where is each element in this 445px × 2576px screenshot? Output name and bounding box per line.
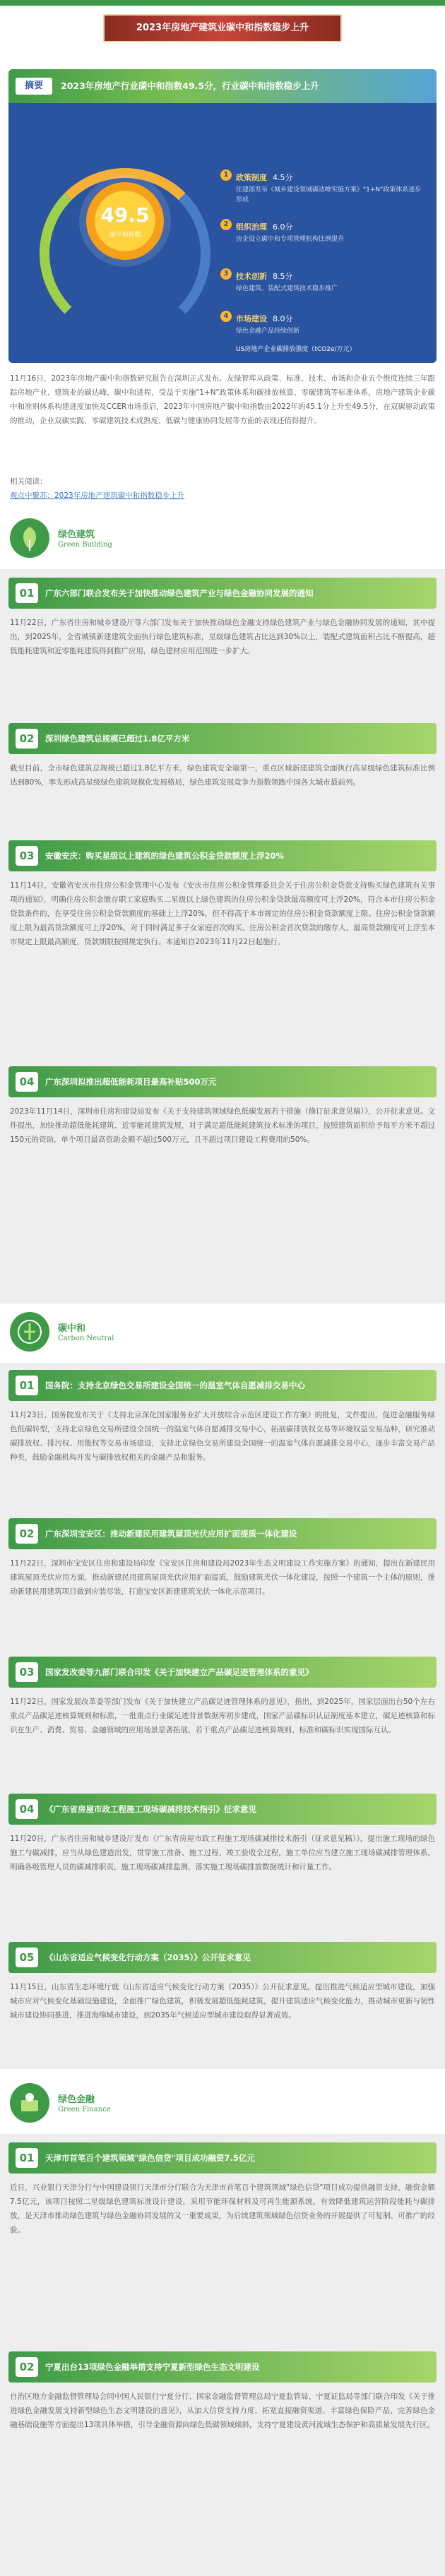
green-building-logo-icon — [10, 518, 49, 558]
index-label: 碳中和指数 — [109, 232, 141, 239]
news-title: 广东深圳拟推出超低能耗项目最高补贴500万元 — [45, 1077, 217, 1087]
metric-label: 技术创新 — [236, 272, 267, 281]
news-title: 国家发改委等九部门联合印发《关于加快建立产品碳足迹管理体系的意见》 — [45, 1667, 314, 1677]
summary-badge: 摘要 — [16, 78, 52, 95]
metric-value: 4.5分 — [273, 173, 293, 182]
news-body: 11月15日，山东省生态环境厅就《山东省适应气候变化行动方案（2035）》公开征求意见。提出推进气候适应型城市建设，加强城市应对气候变化基础设施建设，全面推广绿色建筑，积极发展超低能耗建筑，提升建筑适应气候变化能力，推动城市更新与韧性城市建设协同推进，推进海绵城市建设，到2035年气候适应型城市建设取得显著成效。 — [10, 1983, 435, 2020]
index-value: 49.5 — [100, 203, 150, 227]
news-header — [8, 1657, 437, 1688]
news-number: 02 — [16, 729, 38, 749]
metric-desc: 绿色建筑、装配式建筑技术稳步推广 — [236, 285, 338, 292]
news-title: 广东深圳宝安区：推动新建民用建筑屋顶光伏应用扩面提质一体化建设 — [45, 1529, 297, 1539]
news-number: 02 — [16, 1524, 38, 1544]
news-header — [8, 840, 437, 871]
news-number: 05 — [16, 1948, 38, 1967]
news-number: 04 — [16, 1072, 38, 1092]
summary-legend: US房地产企业碳排放强度（tCO2e/万元） — [236, 346, 356, 353]
news-header — [8, 1794, 437, 1825]
metric-policy — [223, 169, 427, 205]
news-body: 11月22日，广东省住房和城乡建设厅等六部门发布关于加快推动绿色金融支持绿色建筑产业与绿色金融协同发展的通知，其中提出，到2025年，全省城镇新建建筑全面执行绿色建筑标准，星级绿色建筑占比达到30%以上，装配式建筑面积占比不断提高，超低能耗建筑和近零能耗建筑得到推广应用，绿色建材应用范围进一步扩大。 — [10, 619, 435, 655]
metric-market — [223, 311, 427, 336]
metric-label: 组织治理 — [236, 222, 267, 232]
metric-technology — [223, 268, 427, 294]
news-number: 01 — [16, 2148, 38, 2168]
section-title-green-finance: 绿色金融 — [58, 2094, 95, 2105]
metric-governance — [223, 219, 427, 244]
news-header — [8, 2351, 437, 2383]
metric-number-icon: 3 — [220, 268, 232, 280]
news-header — [8, 578, 437, 609]
news-title: 天津市首笔百个建筑领域"绿色信贷"项目成功融资7.5亿元 — [45, 2153, 255, 2163]
metric-number-icon: 4 — [220, 311, 232, 322]
news-body: 11月23日，国务院发布关于《支持北京深化国家服务业扩大开放综合示范区建设工作方案》的批复，文件提出，促进金融服务绿色低碳转型，支持北京绿色交易所建设全国统一的温室气体自愿减排交易中心，拓展碳排放权交易等环境权益交易品种，研究推动碳排放权、排污权、用能权等交易市场建设，支持北京绿色交易所建设全国统一的温室气体自愿减排交易中心，逐步丰富交易产品种类，鼓励金融机构开发与碳排放权相关的金融产品和服务。 — [10, 1411, 435, 1462]
page-title: 2023年房地产建筑业碳中和指数稳步上升 — [103, 14, 342, 42]
news-body: 11月22日，国家发展改革委等部门发布《关于加快建立产品碳足迹管理体系的意见》，指出，到2025年，国家层面出台50个左右重点产品碳足迹核算规则和标准，一批重点行业碳足迹背景数据库初步建成，国家产品碳标识认证制度基本建立，碳足迹核算和标识在生产、消费、贸易、金融领域的应用场景显著拓展，若干重点产品碳足迹核算规则、标准和碳标识实现国际互认。 — [10, 1698, 435, 1734]
metric-number-icon: 2 — [220, 219, 232, 230]
summary-card-header — [8, 69, 437, 103]
news-body: 11月14日，安徽省安庆市住房公积金管理中心发布《安庆市住房公积金管理委员会关于住房公积金贷款支持购买绿色建筑有关事项的通知》，明确住房公积金缴存职工家庭购买二星级以上绿色建筑的住房公积金贷款最高额度可上浮20%，符合本市住房公积金贷款条件的，在享受住房公积金贷款额度的基础上上浮20%，但不得高于本市规定的住房公积金贷款额度上限。住房公积金贷款额度上限为最高贷款额度可上浮20%，对于同时满足多子女家庭首次购买、住房公积金首次贷款的缴存人，最高贷款额度可上浮至本市规定上限最高额度，贷款期限按照规定执行。本通知自2023年11月22日起施行。 — [10, 881, 435, 946]
metric-value: 6.0分 — [273, 222, 293, 232]
carbon-neutral-logo-icon — [10, 1312, 49, 1352]
related-label: 相关阅读： — [10, 477, 47, 486]
metric-label: 政策制度 — [236, 173, 267, 182]
news-title: 《山东省适应气候变化行动方案（2035）》公开征求意见 — [45, 1952, 251, 1962]
news-body: 11月22日，深圳市宝安区住房和建设局印发《宝安区住房和建设局2023年生态文明建设工作实施方案》的通知，提出在新建民用建筑屋顶光伏应用方面，推动新建民用建筑屋顶光伏应用扩面提质，鼓励建筑光伏一体化建设，按照一个建筑一个主体的原则，推动新建民用建筑项目做到应装尽装，打造宝安区新建建筑光伏一体化示范项目。 — [10, 1559, 435, 1596]
news-title: 宁夏出台13项绿色金融举措支持宁夏新型绿色生态文明建设 — [45, 2362, 260, 2372]
news-number: 01 — [16, 583, 38, 603]
news-body: 自治区地方金融监督管理局会同中国人民银行宁夏分行、国家金融监督管理总局宁夏监管局、宁夏证监局等部门联合印发《关于推进绿色金融发展支持新型绿色生态文明建设的意见》，从加大信贷支持力度、拓宽直接融资渠道、丰富绿色保险产品、完善绿色金融基础设施等方面提出13项具体举措，引导金融资源向绿色低碳领域倾斜，支持宁夏建设黄河流域生态保护和高质量发展先行区。 — [10, 2392, 435, 2429]
news-title: 深圳绿色建筑总规模已超过1.8亿平方米 — [45, 734, 190, 744]
news-number: 01 — [16, 1376, 38, 1395]
summary-title: 2023年房地产行业碳中和指数49.5分，行业碳中和指数稳步上升 — [61, 80, 319, 91]
section-subtitle-carbon-neutral: Carbon Neutral — [58, 1335, 114, 1342]
news-body: 11月20日，广东省住房和城乡建设厅发布《广东省房屋市政工程施工现场碳减排技术指引（征求意见稿）》，提出施工现场的绿色施工与碳减排，应当从绿色建造出发，贯穿施工准备、施工过程、竣工验收全过程，施工单位应当建立施工现场碳减排管理体系，明确各级管理人员的碳减排职责，施工现场碳减排监测，落实施工现场碳排放数据统计和计量工作。 — [10, 1835, 435, 1871]
news-header — [8, 1942, 437, 1973]
metric-desc: 房企设立碳中和专项管理机构比例提升 — [236, 236, 345, 243]
news-body: 截至目前，全市绿色建筑总规模已超过1.8亿平方米，绿色建筑安全端第一，重点区域新建建筑全面执行高星级绿色建筑标准比例达到80%，率先形成高星级绿色建筑规模化发展格局，绿色建筑发展竞争力指数领跑中国各大城市最前列。 — [10, 764, 435, 787]
news-title: 国务院：支持北京绿色交易所建设全国统一的温室气体自愿减排交易中心 — [45, 1381, 305, 1390]
news-header — [8, 1370, 437, 1401]
news-number: 03 — [16, 846, 38, 866]
metric-value: 8.5分 — [273, 272, 293, 281]
news-title: 安徽安庆：购买星级以上建筑的绿色建筑公积金贷款额度上浮20% — [45, 851, 285, 861]
green-finance-logo-icon — [10, 2083, 49, 2123]
news-number: 02 — [16, 2357, 38, 2377]
news-title: 《广东省房屋市政工程施工现场碳减排技术指引》征求意见 — [45, 1804, 256, 1814]
section-title-carbon-neutral: 碳中和 — [58, 1323, 86, 1334]
intro-paragraph: 11月16日，2023年房地产碳中和指数研究报告在深圳正式发布。友绿智库从政策、标准、技术、市场和企业五个维度连续三年跟踪房地产业、建筑业的碳达峰、碳中和进程，受益于实施"1+N"政策体系和碳排放核算、零碳建筑等标准体系，房地产建筑企业碳中和准则体系构建进度加快及CCER市场重启，2023年中国房地产碳中和指数由2022年的45.1分上升至49.5分，在双碳驱动政策的推动，企业双碳实践、零碳建筑技术成熟度、低碳与健康协同发展等方面的表现还值得提升。 — [10, 374, 435, 425]
summary-card — [8, 69, 437, 363]
section-subtitle-green-finance: Green Finance — [58, 2106, 111, 2113]
metric-desc: 住建部发布《城乡建设领域碳达峰实施方案》"1+N"政策体系逐步形成 — [236, 186, 422, 203]
index-circle — [86, 182, 164, 260]
news-body: 近日，兴业银行天津分行与中国建设银行天津市分行联合为天津市首笔百个建筑领域"绿色信贷"项目成功提供融资支持，融资金额7.5亿元，该项目按照二星级绿色建筑标准设计建设，采用节能环保材料及可再生能源系统，有效降低建筑运营阶段能耗与碳排放，是天津市推动绿色建筑与绿色金融协同发展的又一重要成果，为后续建筑领域绿色信贷业务的开展提供了可复制、可推广的经验。 — [10, 2183, 435, 2234]
metric-number-icon: 1 — [220, 169, 232, 181]
top-accent-bar — [0, 0, 445, 6]
metric-value: 8.0分 — [273, 314, 293, 323]
related-link[interactable]: 观点中聚苏：2023年房地产建筑碳中和指数稳步上升 — [10, 491, 185, 500]
news-header — [8, 1066, 437, 1097]
news-header — [8, 1518, 437, 1549]
news-title: 广东六部门联合发布关于加快推动绿色建筑产业与绿色金融协同发展的通知 — [45, 588, 314, 598]
news-header — [8, 2142, 437, 2174]
news-body: 2023年11月14日，深圳市住房和建设局发布《关于支持建筑领域绿色低碳发展若干措施（修订征求意见稿）》，公开征求意见。文件提出，加快推动超低能耗建筑、近零能耗建筑发展，对于满足超低能耗建筑技术标准的项目，按照建筑面积给予每平方米不超过150元的资助，单个项目最高资助金额不超过500万元，且不超过项目建设工程费用的50%。 — [10, 1107, 435, 1144]
metric-desc: 绿色金融产品持续创新 — [236, 328, 300, 335]
section-title-green-building: 绿色建筑 — [58, 530, 95, 540]
news-number: 04 — [16, 1799, 38, 1819]
news-number: 03 — [16, 1662, 38, 1682]
section-subtitle-green-building: Green Building — [58, 541, 112, 549]
news-header — [8, 723, 437, 754]
metric-label: 市场建设 — [236, 314, 267, 323]
